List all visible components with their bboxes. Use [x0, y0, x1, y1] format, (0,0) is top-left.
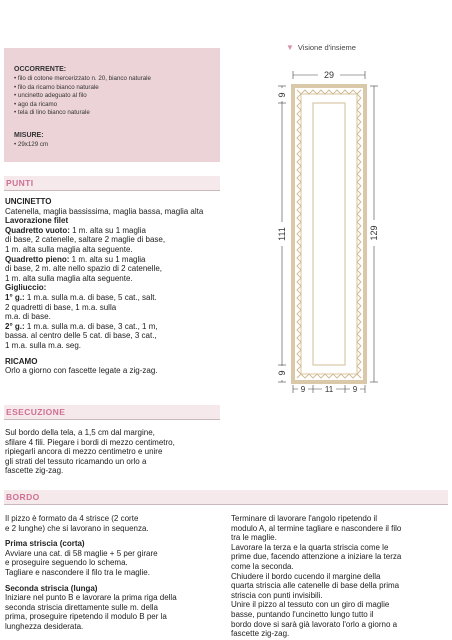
strip1-line: Avviare una cat. di 58 maglie + 5 per girare [5, 548, 158, 558]
strip1-title: Prima striscia (corta) [5, 539, 85, 549]
bordo-right-line: Lavorare la terza e la quarta striscia come le [231, 542, 389, 552]
strip1-line: e proseguire seguendo lo schema. [5, 558, 128, 568]
dim-top-width [293, 69, 365, 80]
size-title: MISURE: [14, 132, 44, 139]
g2-label: 2° g.: [5, 321, 25, 331]
dim-bottom [293, 384, 365, 395]
ricamo-title: RICAMO [5, 356, 38, 366]
dim-right-total [368, 86, 380, 382]
bordo-column-right [231, 514, 449, 639]
g1-label: 1° g.: [5, 292, 25, 302]
vuoto-label: Quadretto vuoto: [5, 225, 70, 235]
dim-bottom-left-label: 9 [300, 385, 306, 394]
section-header-esecuzione: ESECUZIONE [4, 405, 220, 420]
dim-bottom-mid-label: 11 [324, 385, 334, 394]
diagram-label-text: Visione d'insieme [297, 43, 356, 52]
vuoto-line-2: di base, 2 catenelle, saltare 2 maglie di base, [5, 235, 166, 245]
bordo-right-line: tra le maglie. [231, 533, 277, 543]
pieno-label: Quadretto pieno: [5, 254, 70, 264]
dim-top-band-label: 9 [277, 92, 287, 98]
g2-line-2: bassa. al centro delle 5 cat. di base, 3 cat., [5, 331, 157, 341]
vuoto-line-1 [5, 226, 225, 236]
dim-bottom-right-label: 9 [352, 385, 358, 394]
dim-left [276, 86, 288, 382]
g1-line-3: m.a. di base. [5, 312, 51, 322]
dim-top-width-label: 29 [323, 70, 335, 80]
bordo-right-line: modulo A, al termine tagliare e nascondere il filo [231, 523, 402, 533]
materials-title: OCCORRENTE: [14, 66, 67, 73]
strip2-line: prima, proseguire ripetendo il modulo B per la [5, 612, 167, 622]
bordo-intro-line: e 2 lunghe) che si lavorano in sequenza. [5, 523, 149, 533]
g2-line-1 [5, 322, 225, 332]
materials-item: • uncinetto adeguato al filo [14, 92, 151, 101]
materials-item: • filo di cotone mercerizzato n. 20, bianco naturale [14, 75, 151, 84]
g1-line-1 [5, 293, 225, 303]
bordo-right-line: fascette zig-zag. [231, 629, 290, 639]
g1-line-2: 2 quadretti di base, 1 m.a. sulla [5, 302, 117, 312]
materials-item: • filo da ricamo bianco naturale [14, 84, 151, 93]
dim-middle-label: 111 [277, 227, 287, 241]
pieno-text: 1 m. alta su 1 maglia [69, 254, 146, 264]
pieno-line-3: 1 m. alta sulla maglia alta seguente. [5, 273, 133, 283]
esecuzione-section [5, 428, 235, 476]
materials-item: • ago da ricamo [14, 101, 151, 110]
uncinetto-title: UNCINETTO [5, 197, 52, 206]
strip2-line: lunghezza desiderata. [5, 621, 84, 631]
bordo-right-line: basse, puntando l'uncinetto lungo tutto il [231, 609, 374, 619]
esecuzione-line: fascette zig-zag. [5, 466, 64, 476]
vuoto-line-3: 1 m. alta sulla maglia alta seguente. [5, 244, 133, 254]
strip2-line: seconda striscia direttamente sulle m. della [5, 602, 158, 612]
bordo-intro-line: Il pizzo è formato da 4 strisce (2 corte [5, 514, 139, 523]
esecuzione-line: ripiegarli ancora di mezzo centimetro e unire [5, 447, 163, 457]
punti-section [5, 197, 225, 376]
bordo-right-line: quarta striscia alle catenelle di base della prima [231, 581, 400, 591]
bordo-right-line: Unire il pizzo al tessuto con un giro di maglie [231, 600, 390, 610]
g2-text: 1 m.a. sulla m.a. di base, 3 cat., 1 m, [24, 321, 158, 331]
lace-border [293, 86, 365, 382]
materials-item: • tela di lino bianco naturale [14, 109, 151, 118]
esecuzione-line: sfilare 4 fili. Piegare i bordi di mezzo centimetro, [5, 437, 175, 447]
triangle-icon: ▼ [286, 43, 294, 52]
esecuzione-line: Sul bordo della tela, a 1,5 cm dal margine, [5, 428, 155, 437]
dim-total-label: 129 [369, 225, 379, 241]
bordo-right-line: come la seconda. [231, 561, 294, 571]
bordo-right-line: striscia con punti invisibili. [231, 590, 323, 600]
pieno-line-1 [5, 255, 225, 265]
section-header-bordo: BORDO [4, 490, 448, 505]
bordo-right-line: prime due, facendo attenzione a iniziare la terza [231, 552, 402, 562]
bordo-column-left [5, 514, 225, 632]
bordo-right-line: Terminare di lavorare l'angolo ripetendo il [231, 514, 378, 523]
section-header-punti: PUNTI [4, 176, 220, 191]
ricamo-text: Orlo a giorno con fascette legate a zig-zag. [5, 366, 158, 376]
vuoto-text: 1 m. alta su 1 maglia [69, 225, 146, 235]
strip2-title: Seconda striscia (lunga) [5, 583, 98, 593]
strip1-line: Tagliare e nascondere il filo tra le maglie. [5, 567, 150, 577]
g2-line-3: 1 m.a. sulla m.a. seg. [5, 340, 82, 350]
strip2-line: Iniziare nel punto B e lavorare la prima riga della [5, 593, 177, 603]
g1-text: 1 m.a. sulla m.a. di base, 5 cat., salt. [24, 292, 157, 302]
pieno-line-2: di base, 2 m. alte nello spazio di 2 catenelle, [5, 264, 162, 274]
dim-bottom-band-label: 9 [277, 370, 287, 376]
bordo-right-line: Chiudere il bordo cucendo il margine della [231, 571, 381, 581]
gigliuccio-title: Gigliuccio: [5, 283, 47, 293]
bordo-right-line: bordo dove si sarà già lavorato l'orlo a giorno a [231, 619, 398, 629]
size-item: • 29x129 cm [14, 141, 48, 150]
stitches-text: Catenella, maglia bassissima, maglia bassa, maglia alta [5, 206, 204, 216]
esecuzione-line: gli strati del tessuto ricamando un orlo a [5, 456, 147, 466]
filet-title: Lavorazione filet [5, 216, 69, 226]
